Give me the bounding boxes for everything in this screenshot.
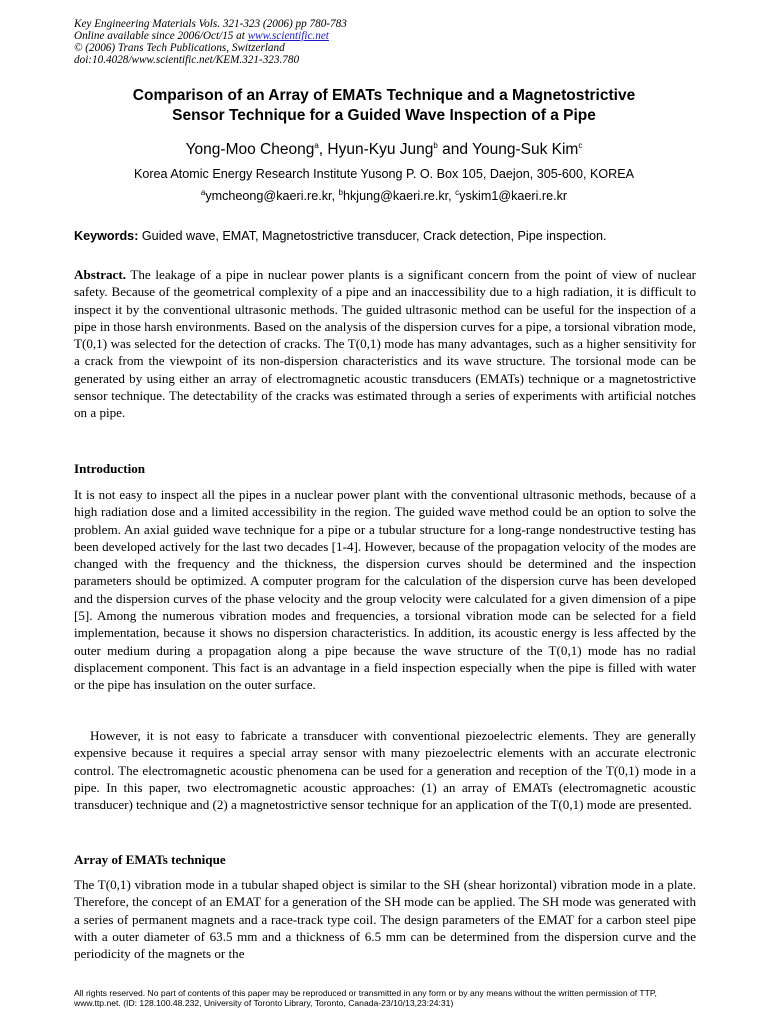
introduction-paragraph-1: It is not easy to inspect all the pipes in a nuclear power plant with the conventional ultrasonic methods, because of a high radiation dose and a limited accessibility in the region. The guided wave method could be an option to solve the problem. An axial guided wave technique for a pipe or a tubular structure for a long-range nondestructive testing has been developed actively for the last two decades [1-4]. However, because of the propagation velocity of the modes are changed with the frequency and the thickness, the dispersion curves should be determined and the inspection parameters should be optimized. A computer program for the calculation of the dispersion curve has been developed and the dispersion curves of the phase velocity and the group velocity were calculated for a given dimension of a pipe [5]. Among the numerous vibration modes and frequencies, a torsional vibration mode can be selected for a field implementation, because it shows no dispersion characteristics. In addition, its acoustic energy is less affected by the outer medium during a propagation along a pipe because the wave structure of the T(0,1) mode has no radial displacement component. This fact is an advantage in a field inspection especially when the pipe is filled with water or the pipe has insulation on the outer surface.	[74, 487, 696, 693]
footer-line-2: www.ttp.net. (ID: 128.100.48.232, University of Toronto Library, Toronto, Canada-23/10/13,23:24:31)	[74, 998, 454, 1008]
author-2: Hyun-Kyu Jung	[327, 141, 434, 158]
keywords	[74, 228, 714, 244]
email-3-superscript: c	[455, 187, 460, 197]
footer-line-1: All rights reserved. No part of contents of this paper may be reproduced or transmitted in any form or by any means without the written permission of TTP,	[74, 988, 657, 998]
author-separator-2: and	[437, 141, 473, 158]
keywords-text: Guided wave, EMAT, Magnetostrictive transducer, Crack detection, Pipe inspection.	[138, 229, 607, 243]
copyright-footer	[74, 988, 714, 1008]
abstract-label: Abstract.	[74, 267, 126, 282]
email-2-superscript: b	[338, 187, 343, 197]
author-1-superscript: a	[314, 140, 319, 150]
title-line-2: Sensor Technique for a Guided Wave Inspection of a Pipe	[172, 107, 596, 124]
introduction-paragraph-2: However, it is not easy to fabricate a transducer with conventional piezoelectric elements. They are generally expensive because it requires a special array sensor with many piezoelectric elements with an accurate electronic control. The electromagnetic acoustic phenomena can be used for a generation and reception of the T(0,1) mode in a pipe. In this paper, two electromagnetic acoustic approaches: (1) an array of EMATs (electromagnetic acoustic transducer) technique and (2) a magnetostrictive sensor technique for an application of the T(0,1) mode are presented.	[74, 728, 696, 813]
author-separator-1: ,	[318, 141, 328, 158]
keywords-label: Keywords:	[74, 229, 139, 243]
email-3: yskim1@kaeri.re.kr	[459, 189, 568, 203]
paper-title	[60, 86, 708, 126]
affiliation: Korea Atomic Energy Research Institute Yusong P. O. Box 105, Daejon, 305-600, KOREA	[133, 167, 635, 181]
author-emails	[60, 188, 708, 204]
emat-section-heading: Array of EMATs technique	[74, 852, 226, 867]
title-line-1: Comparison of an Array of EMATs Technique and a Magnetostrictive	[132, 87, 636, 104]
author-list	[60, 140, 708, 160]
author-3: Young-Suk Kim	[472, 141, 579, 158]
scientific-net-link[interactable]: www.scientific.net	[247, 30, 329, 42]
journal-citation: Key Engineering Materials Vols. 321-323 (2006) pp 780-783	[74, 18, 347, 30]
email-1-superscript: a	[200, 187, 206, 197]
author-2-superscript: b	[433, 140, 438, 150]
online-availability	[74, 30, 674, 42]
email-1: ymcheong@kaeri.re.kr,	[205, 189, 339, 203]
copyright-line: © (2006) Trans Tech Publications, Switzerland	[74, 42, 285, 54]
emat-section-paragraph-1: The T(0,1) vibration mode in a tubular shaped object is similar to the SH (shear horizontal) vibration mode in a plate. Therefore, the concept of an EMAT for a generation of the SH mode can be applied. The SH mode was generated with a series of permanent magnets and a race-track type coil. The design parameters of the EMAT for a carbon steel pipe with a outer diameter of 63.5 mm and a thickness of 6.5 mm can be determined from the dispersion curve and the periodicity of the magnets or the	[74, 877, 696, 962]
email-2: hkjung@kaeri.re.kr,	[342, 189, 456, 203]
introduction-heading: Introduction	[74, 461, 146, 476]
abstract-paragraph	[74, 266, 696, 422]
online-prefix: Online available since 2006/Oct/15 at	[74, 30, 248, 42]
doi-line: doi:10.4028/www.scientific.net/KEM.321-323.780	[74, 54, 300, 66]
author-3-superscript: c	[578, 140, 583, 150]
author-1: Yong-Moo Cheong	[185, 141, 315, 158]
journal-header	[74, 18, 674, 66]
abstract-text: The leakage of a pipe in nuclear power plants is a significant concern from the point of view of nuclear safety. Because of the geometrical complexity of a pipe and an inaccessibility due to a high radiation, it is difficult to inspect it by the conventional ultrasonic methods. The guided ultrasonic method can be useful for the inspection of a pipe in those harsh environments. Based on the analysis of the dispersion curves for a pipe, a torsional vibration mode, T(0,1) was selected for the detection of cracks. The T(0,1) mode has many advantages, such as a higher sensitivity for a crack from the viewpoint of its non-dispersion characteristics and its wave structure. The torsional mode can be generated by using either an array of electromagnetic acoustic transducers (EMATs) technique or a magnetostrictive sensor technique. The detectability of the cracks was estimated through a series of experiments with artificial notches on a pipe.	[74, 267, 696, 421]
